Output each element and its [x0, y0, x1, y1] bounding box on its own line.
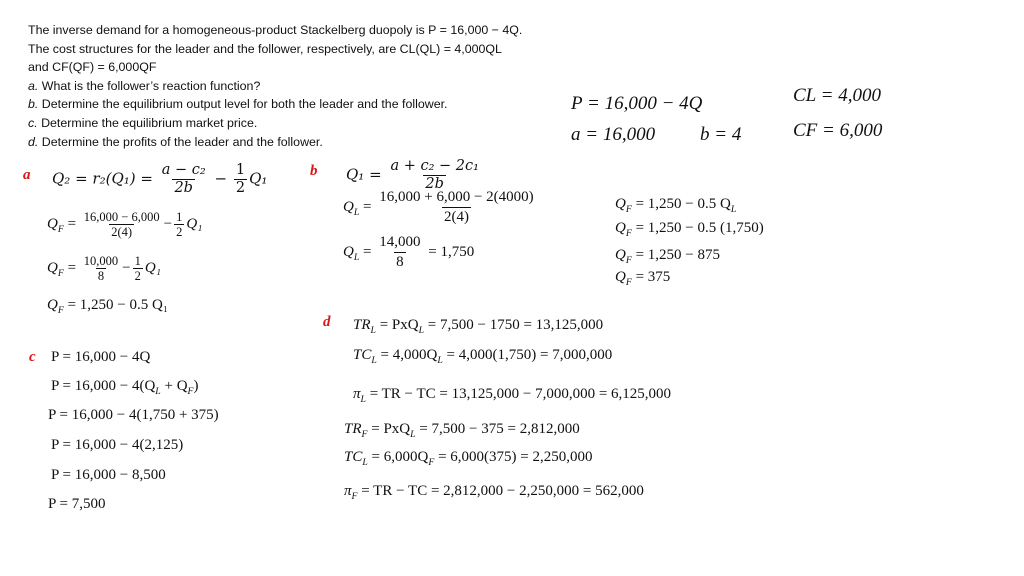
problem-costs-line2: and CF(QF) = 6,000QF [28, 60, 157, 75]
qf-line-4: $Q_F = 375$ [615, 269, 671, 288]
follower-total-cost: $TC_L = 6,000Q_F = 6,000(375) = 2,250,000$ [344, 449, 593, 468]
qf3-sub: F [625, 255, 632, 266]
leader-formula-lhs: Q₁ = [346, 165, 382, 184]
leader-total-revenue: $TR_L = PxQ_L = 7,500 - 1750 = 13,125,000$ [353, 317, 604, 336]
qf-line-2: $Q_F = 1,250 - 0.5$ (1,750) [615, 220, 764, 239]
ql-step2-num: 14,000 [379, 234, 421, 250]
price-line-3: P = 16,000 − 4(1,750 + 375) [48, 407, 219, 423]
ql-step1-den: 2(4) [443, 209, 469, 225]
tr-l-eq: = PxQ [379, 317, 419, 333]
ql-step2-den: 8 [396, 254, 404, 270]
tc-f-q-sub: F [428, 457, 435, 468]
step2-half [133, 254, 143, 283]
reaction-formula-minus: − [214, 169, 228, 188]
step1-half-den: 2 [176, 225, 183, 239]
section-label-b: b [310, 163, 318, 179]
follower-profit: $\pi_F$ = TR − TC = 2,812,000 − 2,250,000 = 562,000 [344, 483, 644, 502]
problem-statement [28, 21, 588, 151]
qf-line-1: $Q_F = 1,250 - 0.5$ $Q_L$ [615, 196, 737, 215]
tc-l-eq: = 4,000Q [380, 347, 438, 363]
tr-l-sub: L [370, 325, 376, 336]
tr-f-sub: F [361, 429, 368, 440]
problem-intro: The inverse demand for a homogeneous-product Stackelberg duopoly is P = 16,000 − 4Q. [28, 23, 523, 37]
question-b-letter: b. [28, 97, 39, 112]
pi-l-sub: L [360, 394, 366, 405]
tr-f-q-sub: L [410, 429, 416, 440]
given-b: b = 4 [700, 124, 742, 145]
question-c-letter: c. [28, 115, 38, 130]
qf4-text: = 375 [635, 269, 671, 285]
problem-costs-line1: The cost structures for the leader and the follower, respectively, are CL(QL) = 4,000QL [28, 41, 502, 56]
step2-fraction [82, 254, 120, 283]
qf1-text: = 1,250 − 0.5 Q [635, 196, 731, 212]
tc-f-tail: = 6,000(375) = 2,250,000 [434, 449, 593, 465]
qf2-sub: F [625, 228, 632, 239]
qf1-sub: F [625, 204, 632, 215]
reaction-formula-lhs: Q₂ = r₂(Q₁) = [52, 169, 153, 188]
reaction-half-den: 2 [235, 180, 246, 196]
step1-tail: Q₁ [186, 215, 203, 232]
given-a: a = 16,000 [571, 124, 656, 145]
step1-fraction [82, 210, 162, 239]
step1-half [174, 210, 184, 239]
part-a-step2: $Q_F$ = $\frac{10,000}{8}$ − $\frac{1}{2}$ Q₁ [47, 254, 161, 283]
qf-line-3: $Q_F = 1,250 - 875$ [615, 247, 720, 266]
section-label-c: c [29, 349, 36, 365]
price-line-2-mid: + Q [160, 378, 188, 394]
step2-tail: Q₁ [144, 259, 161, 276]
given-demand: P = 16,000 − 4Q [571, 93, 703, 114]
qf-subscript: F [57, 223, 64, 235]
tc-l-q-sub: L [437, 355, 443, 366]
ql-step1-fraction [377, 188, 535, 227]
reaction-formula-num: a − c₂ [161, 162, 206, 178]
step1-half-num: 1 [176, 210, 183, 224]
step1-den: 2(4) [111, 225, 133, 239]
question-b [28, 95, 588, 114]
qf3-text: = 1,250 − 875 [635, 247, 720, 263]
leader-formula-den: 2b [425, 176, 444, 192]
ql-sub-2: L [353, 251, 360, 263]
qf-symbol-3: Q [47, 297, 58, 313]
question-d-text: Determine the profits of the leader and the follower. [38, 134, 323, 149]
step2-half-num: 1 [134, 254, 141, 268]
price-line-6: P = 7,500 [48, 496, 106, 512]
follower-total-revenue: $TR_F = PxQ_L = 7,500 - 375 = 2,812,000$ [344, 421, 580, 440]
step2-den: 8 [97, 269, 105, 283]
tr-l-tail: = 7,500 − 1750 = 13,125,000 [424, 317, 604, 333]
ql-step2-result: = 1,750 [428, 243, 475, 260]
reaction-formula-half [234, 162, 247, 197]
question-b-text: Determine the equilibrium output level for both the leader and the follower. [38, 97, 448, 112]
part-a-result [47, 297, 168, 316]
step2-minus: − [122, 259, 131, 276]
step1-num: 16,000 − 6,000 [83, 210, 160, 224]
tr-l-q-sub: L [418, 325, 425, 336]
question-d [28, 133, 588, 152]
price-line-2-end: ) [193, 378, 199, 394]
reaction-function-formula [52, 162, 267, 197]
qf-subscript-3: F [57, 305, 64, 316]
tc-l-sub: L [371, 355, 377, 366]
leader-total-cost: $TC_L = 4,000Q_L = 4,000(1,750) = 7,000,000$ [353, 347, 613, 366]
pi-f-sub: F [351, 491, 358, 502]
qf2-text: = 1,250 − 0.5 (1,750) [635, 220, 764, 236]
section-label-a: a [23, 167, 31, 183]
leader-profit: $\pi_L$ = TR − TC = 13,125,000 − 7,000,000 = 6,125,000 [353, 386, 672, 405]
given-cl: CL = 4,000 [793, 85, 881, 106]
qf-symbol: Q [47, 215, 58, 232]
question-a [28, 77, 588, 96]
pi-f-text: = TR − TC = 2,812,000 − 2,250,000 = 562,000 [361, 483, 644, 499]
ql-step2-fraction [377, 233, 422, 272]
price-line-5: P = 16,000 − 8,500 [51, 467, 166, 483]
qf-symbol-2: Q [47, 259, 58, 276]
question-c [28, 114, 588, 133]
ql-step1-num: 16,000 + 6,000 − 2(4000) [379, 189, 534, 205]
tr-f-tail: = 7,500 − 375 = 2,812,000 [415, 421, 580, 437]
part-a-result-text: = 1,250 − 0.5 Q₁ [67, 297, 169, 313]
reaction-formula-den: 2b [174, 180, 193, 196]
part-a-step1: $Q_F$ = $\frac{16,000 - 6,000}{2(4)}$ − $\frac{1}{2}$ Q₁ [47, 210, 203, 239]
price-line-2 [51, 378, 199, 397]
tc-f-eq: = 6,000Q [371, 449, 429, 465]
tc-f-sub: L [362, 457, 368, 468]
leader-formula-num: a + c₂ − 2c₁ [390, 158, 479, 174]
reaction-formula-tail: Q₁ [249, 169, 268, 188]
qf-subscript-2: F [57, 267, 64, 279]
step2-num: 10,000 [83, 254, 119, 268]
reaction-half-num: 1 [235, 162, 246, 178]
price-line-2-sub-f: F [187, 386, 194, 397]
tc-l-tail: = 4,000(1,750) = 7,000,000 [442, 347, 613, 363]
given-cf: CF = 6,000 [793, 120, 883, 141]
reaction-formula-fraction [160, 162, 208, 197]
question-a-text: What is the follower’s reaction function? [38, 78, 261, 93]
ql-step2: $Q_L$ = $\frac{14,000}{8}$ = 1,750 [343, 234, 475, 270]
pi-l-text: = TR − TC = 13,125,000 − 7,000,000 = 6,125,000 [369, 386, 672, 402]
question-d-letter: d. [28, 134, 39, 149]
step2-half-den: 2 [134, 269, 141, 283]
qf1-ql-sub: L [730, 204, 737, 215]
question-c-text: Determine the equilibrium market price. [37, 115, 258, 130]
price-line-2-sub-l: L [155, 386, 161, 397]
ql-sub-1: L [353, 206, 360, 218]
price-line-1: P = 16,000 − 4Q [51, 349, 151, 365]
question-a-letter: a. [28, 78, 39, 93]
step1-minus: − [163, 215, 173, 232]
price-line-2-start: P = 16,000 − 4(Q [51, 378, 156, 394]
price-line-4: P = 16,000 − 4(2,125) [51, 437, 184, 453]
tr-f-eq: = PxQ [371, 421, 411, 437]
qf4-sub: F [625, 277, 632, 288]
section-label-d: d [323, 314, 331, 330]
ql-step1: $Q_L$ = $\frac{16,000 + 6,000 - 2(4000)}{2(4)}$ [343, 189, 534, 225]
